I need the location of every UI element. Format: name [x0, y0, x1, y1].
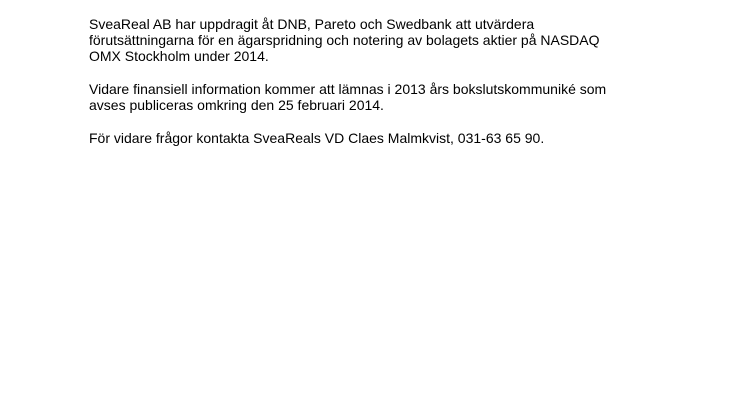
paragraph-line: För vidare frågor kontakta SveaReals VD Claes Malmkvist, 031-63 65 90. — [89, 130, 545, 146]
paragraph-line: Vidare finansiell information kommer att lämnas i 2013 års bokslutskommuniké som — [89, 81, 607, 97]
paragraph-line: OMX Stockholm under 2014. — [89, 48, 269, 64]
paragraph-financial-info — [89, 81, 689, 113]
paragraph-contact — [89, 130, 689, 146]
document-body — [89, 16, 689, 163]
paragraph-line: SveaReal AB har uppdragit åt DNB, Pareto och Swedbank att utvärdera — [89, 16, 535, 32]
paragraph-line: avses publiceras omkring den 25 februari 2014. — [89, 97, 384, 113]
paragraph-line: förutsättningarna för en ägarspridning och notering av bolagets aktier på NASDAQ — [89, 32, 600, 48]
paragraph-assignment — [89, 16, 689, 64]
